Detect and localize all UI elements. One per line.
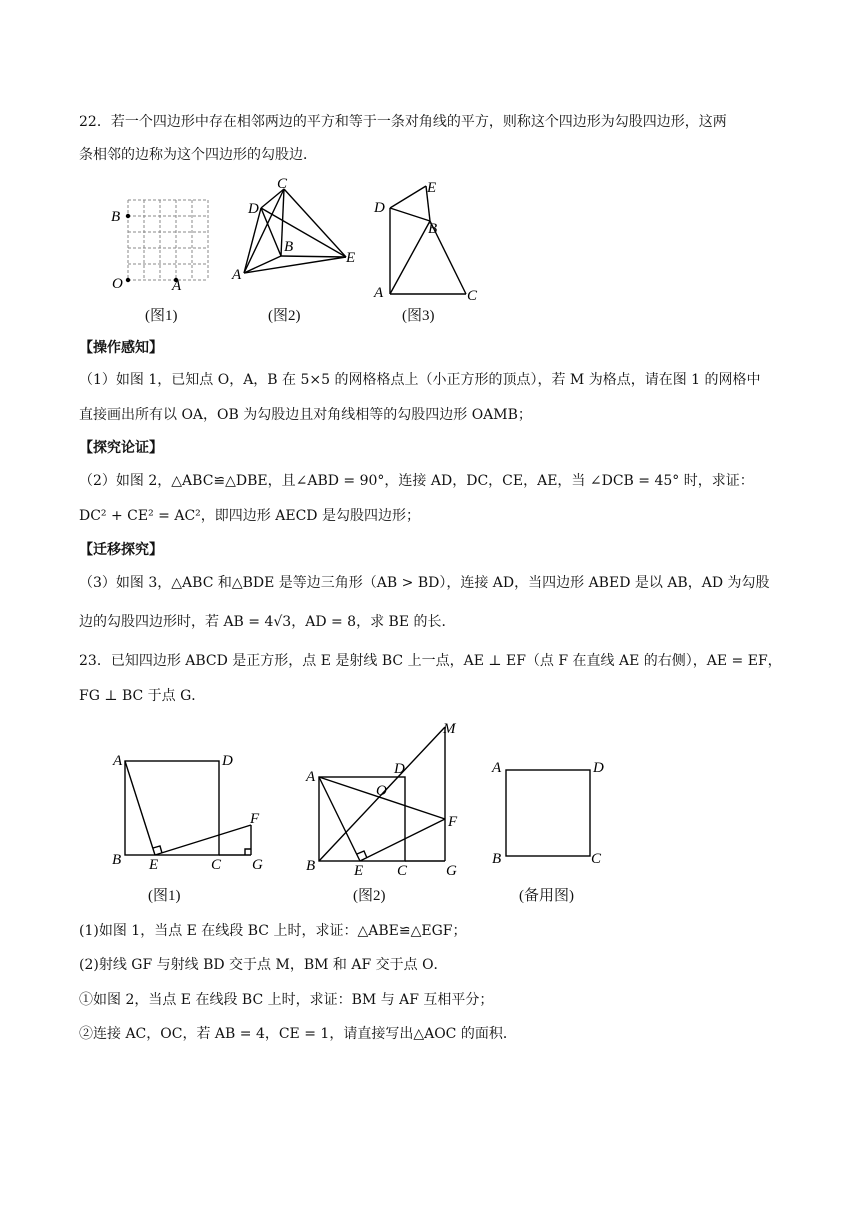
q23-fig3-caption: (备用图): [519, 888, 574, 904]
q22-section3-heading: 【迁移探究】: [79, 542, 163, 558]
label-a: A: [113, 753, 123, 769]
q22-part3-line2: 边的勾股四边形时，若 AB = 4√3，AD = 8，求 BE 的长．: [79, 614, 456, 630]
label-a: A: [172, 278, 182, 294]
q23-intro-line1: 23．已知四边形 ABCD 是正方形，点 E 是射线 BC 上一点，AE ⊥ EF（点 F 在直线 AE 的右侧），AE = EF，: [79, 653, 782, 669]
label-b: B: [284, 239, 294, 255]
label-d: D: [374, 200, 385, 216]
label-b: B: [306, 858, 316, 874]
label-b: B: [492, 851, 502, 867]
label-b: B: [428, 221, 438, 237]
q23-part1: (1)如图 1，当点 E 在线段 BC 上时，求证：△ABE≌△EGF；: [79, 923, 467, 939]
label-g: G: [252, 857, 263, 870]
label-d: D: [222, 753, 233, 769]
q22-part3-line1: （3）如图 3，△ABC 和△BDE 是等边三角形（AB > BD），连接 AD，当四边形 ABED 是以 AB，AD 为勾股: [79, 575, 770, 591]
label-m: M: [443, 721, 456, 737]
label-o: O: [376, 783, 387, 799]
q22-figure1: [108, 195, 218, 295]
label-c: C: [397, 863, 408, 879]
label-d: D: [248, 201, 259, 217]
label-e: E: [354, 863, 364, 879]
q22-intro-line1: 22．若一个四边形中存在相邻两边的平方和等于一条对角线的平方，则称这个四边形为勾股四边形，这两: [79, 114, 727, 130]
point-b: [126, 214, 130, 218]
q22-part1-line1: （1）如图 1，已知点 O，A，B 在 5×5 的网格格点上（小正方形的顶点），若 M 为格点，请在图 1 的网格中: [79, 372, 761, 388]
q23-figure2: [300, 715, 475, 880]
q22-section1-heading: 【操作感知】: [79, 340, 163, 356]
label-g: G: [446, 863, 457, 879]
q23-figure3: [490, 755, 620, 870]
label-a: A: [306, 769, 316, 785]
label-d: D: [394, 761, 405, 777]
q22-fig3-caption: (图3): [402, 308, 435, 324]
label-f: F: [250, 811, 260, 827]
q23-fig2-caption: (图2): [353, 888, 386, 904]
label-o: O: [112, 276, 123, 292]
label-e: E: [149, 857, 159, 870]
label-f: F: [448, 814, 458, 830]
label-e: E: [346, 250, 356, 266]
q22-part1-line2: 直接画出所有以 OA，OB 为勾股边且对角线相等的勾股四边形 OAMB；: [79, 407, 532, 423]
label-c: C: [277, 176, 288, 192]
q22-intro-line2: 条相邻的边称为这个四边形的勾股边．: [79, 147, 317, 163]
label-c: C: [467, 288, 478, 301]
q23-fig1-caption: (图1): [148, 888, 181, 904]
label-a: A: [492, 760, 502, 776]
q22-part2-line1: （2）如图 2，△ABC≌△DBE，且∠ABD = 90°，连接 AD，DC，CE，AE，当 ∠DCB = 45° 时，求证：: [79, 473, 754, 489]
q22-figure2: [228, 172, 368, 287]
point-o: [126, 278, 130, 282]
q22-part2-line2: DC² + CE² = AC²，即四边形 AECD 是勾股四边形；: [79, 508, 420, 524]
label-c: C: [591, 851, 602, 867]
q23-part2-sub1: ①如图 2，当点 E 在线段 BC 上时，求证：BM 与 AF 互相平分；: [79, 992, 494, 1008]
label-b: B: [111, 209, 121, 225]
label-a: A: [374, 285, 384, 301]
q22-figure3: [370, 176, 490, 301]
grid-lines: [128, 200, 208, 280]
label-a: A: [232, 267, 242, 283]
q23-intro-line2: FG ⊥ BC 于点 G．: [79, 688, 206, 704]
label-b: B: [112, 852, 122, 868]
q23-figure1: [105, 745, 280, 870]
label-d: D: [593, 760, 604, 776]
label-e: E: [427, 180, 437, 196]
label-c: C: [211, 857, 222, 870]
q23-part2-sub2: ②连接 AC，OC，若 AB = 4，CE = 1，请直接写出△AOC 的面积．: [79, 1026, 517, 1042]
q23-part2: (2)射线 GF 与射线 BD 交于点 M，BM 和 AF 交于点 O．: [79, 957, 448, 973]
q22-fig2-caption: (图2): [268, 308, 301, 324]
q22-section2-heading: 【探究论证】: [79, 440, 163, 456]
q22-fig1-caption: (图1): [145, 308, 178, 324]
